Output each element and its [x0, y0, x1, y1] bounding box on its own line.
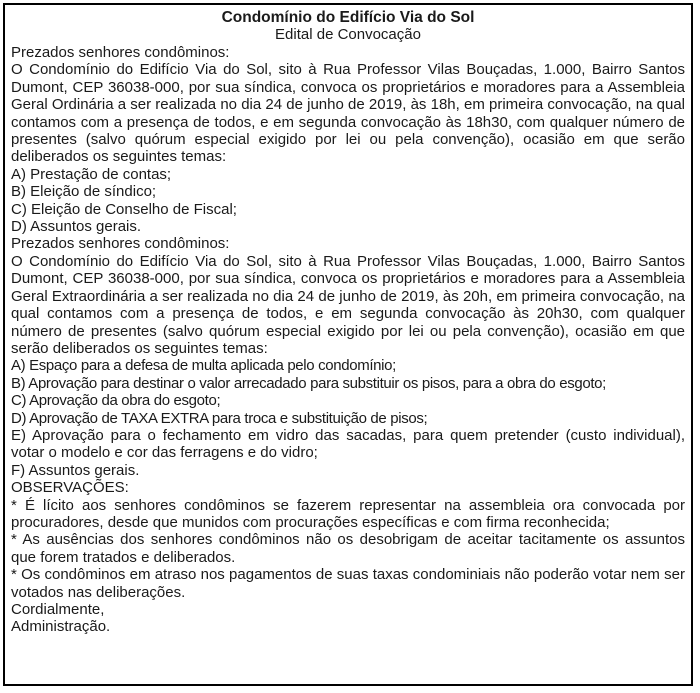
ordinary-body: O Condomínio do Edifício Via do Sol, sito à Rua Professor Vilas Bouçadas, 1.000, Bairro Santos Dumont, CEP 36038-000, por sua síndica, convoca os proprietários e moradores para a Assembleia Geral Ordinária a ser realizada no dia 24 de junho de 2019, às 18h, em primeira convocação, na qual contamos com a presença de todos, e em segunda convocação às 18h30, com qualquer número de presentes (salvo quórum especial exigido por lei ou pela convenção), ocasião em que serão deliberados os seguintes temas: [11, 61, 685, 166]
observations-heading: OBSERVAÇÕES: [11, 479, 129, 497]
signature: Administração. [11, 618, 111, 636]
observation-item: * É lícito aos senhores condôminos se fazerem representar na assembleia ora convocada por procuradores, desde que munidos com procurações específicas e com firma reconhecida; [11, 496, 685, 531]
extraordinary-item: D) Aprovação de TAXA EXTRA para troca e substituição de pisos; [11, 409, 428, 427]
ordinary-item: C) Eleição de Conselho de Fiscal; [11, 200, 237, 218]
extraordinary-greeting: Prezados senhores condôminos: [11, 235, 230, 253]
extraordinary-item: C) Aprovação da obra do esgoto; [11, 392, 221, 410]
convocation-notice [3, 3, 693, 686]
notice-title: Condomínio do Edifício Via do Sol [221, 9, 475, 26]
notice-subtitle: Edital de Convocação [275, 26, 421, 43]
extraordinary-item: E) Aprovação para o fechamento em vidro das sacadas, para quem pretender (custo individual), votar o modelo e cor das ferragens e do vidro; [11, 426, 685, 462]
extraordinary-item: B) Aprovação para destinar o valor arrecadado para substituir os pisos, para a obra do esgoto; [11, 374, 606, 392]
extraordinary-item: F) Assuntos gerais. [11, 461, 140, 479]
extraordinary-item: A) Espaço para a defesa de multa aplicada pelo condomínio; [11, 357, 396, 375]
observation-item: * Os condôminos em atraso nos pagamentos de suas taxas condominiais não poderão votar nem ser votados nas deliberações. [11, 566, 685, 601]
ordinary-greeting: Prezados senhores condôminos: [11, 44, 230, 61]
extraordinary-body: O Condomínio do Edifício Via do Sol, sito à Rua Professor Vilas Bouçadas, 1.000, Bairro Santos Dumont, CEP 36038-000, por sua síndica, convoca os proprietários e moradores para a Assembleia Geral Extraordinária a ser realizada no dia 24 de junho de 2019, às 20h, em primeira convocação, na qual contamos com a presença de todos, e em segunda convocação às 20h30, com qualquer número de presentes (salvo quórum especial exigido por lei ou pela convenção), ocasião em que serão deliberados os seguintes temas: [11, 252, 685, 357]
ordinary-item: A) Prestação de contas; [11, 165, 172, 183]
ordinary-item: B) Eleição de síndico; [11, 183, 157, 201]
ordinary-item: D) Assuntos gerais. [11, 218, 142, 236]
observation-item: * As ausências dos senhores condôminos não os desobrigam de aceitar tacitamente os assuntos que forem tratados e deliberados. [11, 531, 685, 566]
closing: Cordialmente, [11, 601, 105, 618]
